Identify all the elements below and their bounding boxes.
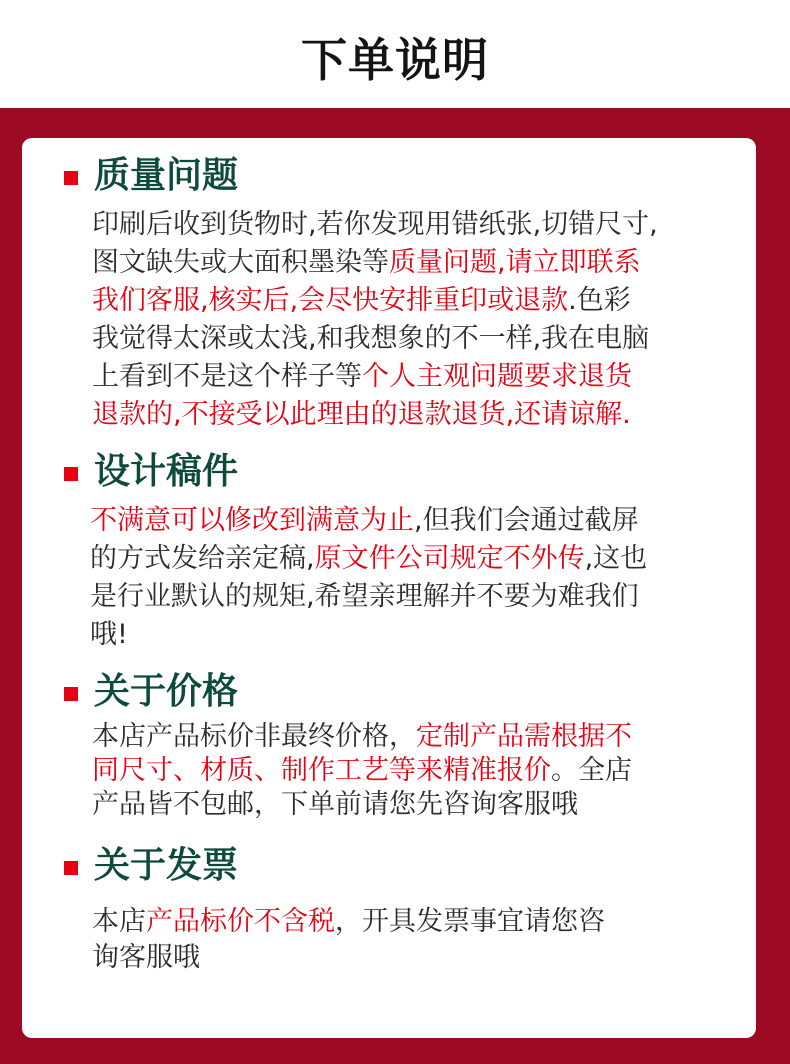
body-text: ,这也 — [584, 543, 648, 574]
section-body — [92, 206, 732, 434]
section-header — [22, 666, 756, 718]
body-text: 本店产品标价非最终价格， — [92, 721, 416, 752]
section-header — [22, 150, 756, 202]
body-text: 的方式发给亲定稿, — [90, 543, 315, 574]
body-text: 我觉得太深或太浅,和我想象的不一样,我在电脑 — [92, 323, 650, 354]
square-bullet-icon — [64, 171, 78, 185]
body-text: 。全店 — [551, 755, 632, 786]
section-body — [92, 720, 732, 822]
body-text: 上看到不是这个样子等 — [92, 361, 362, 392]
body-text: .色彩 — [568, 285, 631, 316]
highlight-text: 定制产品需根据不 — [416, 721, 632, 752]
highlight-text: 退款的,不接受以此理由的退款退货,还请谅解. — [92, 399, 631, 430]
square-bullet-icon — [64, 467, 78, 481]
section-title: 设计稿件 — [94, 451, 239, 492]
section-header — [22, 446, 756, 498]
section-title: 质量问题 — [94, 155, 239, 196]
content-card — [22, 138, 756, 1038]
body-text: ，开具发票事宜请您咨 — [335, 906, 605, 937]
square-bullet-icon — [64, 687, 78, 701]
highlight-text: 我们客服,核实后,会尽快安排重印或退款 — [92, 285, 569, 316]
body-text: 是行业默认的规矩,希望亲理解并不要为难我们 — [90, 581, 639, 612]
highlight-text: 产品标价不含税 — [146, 906, 335, 937]
highlight-text: 同尺寸、材质、制作工艺等来精准报价 — [92, 755, 551, 786]
highlight-text: 原文件公司规定不外传 — [314, 543, 585, 574]
section-body — [92, 904, 732, 976]
page-title: 下单说明 — [301, 33, 489, 87]
section-title: 关于发票 — [94, 845, 239, 886]
body-text: ,但我们会通过截屏 — [414, 505, 639, 536]
highlight-text: 质量问题,请立即联系 — [389, 247, 641, 278]
section-body — [90, 502, 730, 654]
body-text: 印刷后收到货物时,若你发现用错纸张,切错尺寸, — [92, 209, 658, 240]
section-header — [22, 840, 756, 892]
body-text: 本店 — [92, 906, 146, 937]
body-text: 产品皆不包邮，下单前请您先咨询客服哦 — [92, 789, 578, 820]
highlight-text: 个人主观问题要求退货 — [362, 361, 632, 392]
body-text: 询客服哦 — [92, 942, 200, 973]
square-bullet-icon — [64, 861, 78, 875]
page-header — [0, 0, 790, 108]
section-title: 关于价格 — [94, 671, 239, 712]
body-text: 图文缺失或大面积墨染等 — [92, 247, 389, 278]
highlight-text: 不满意可以修改到满意为止 — [90, 505, 414, 536]
body-text: 哦! — [90, 619, 128, 650]
